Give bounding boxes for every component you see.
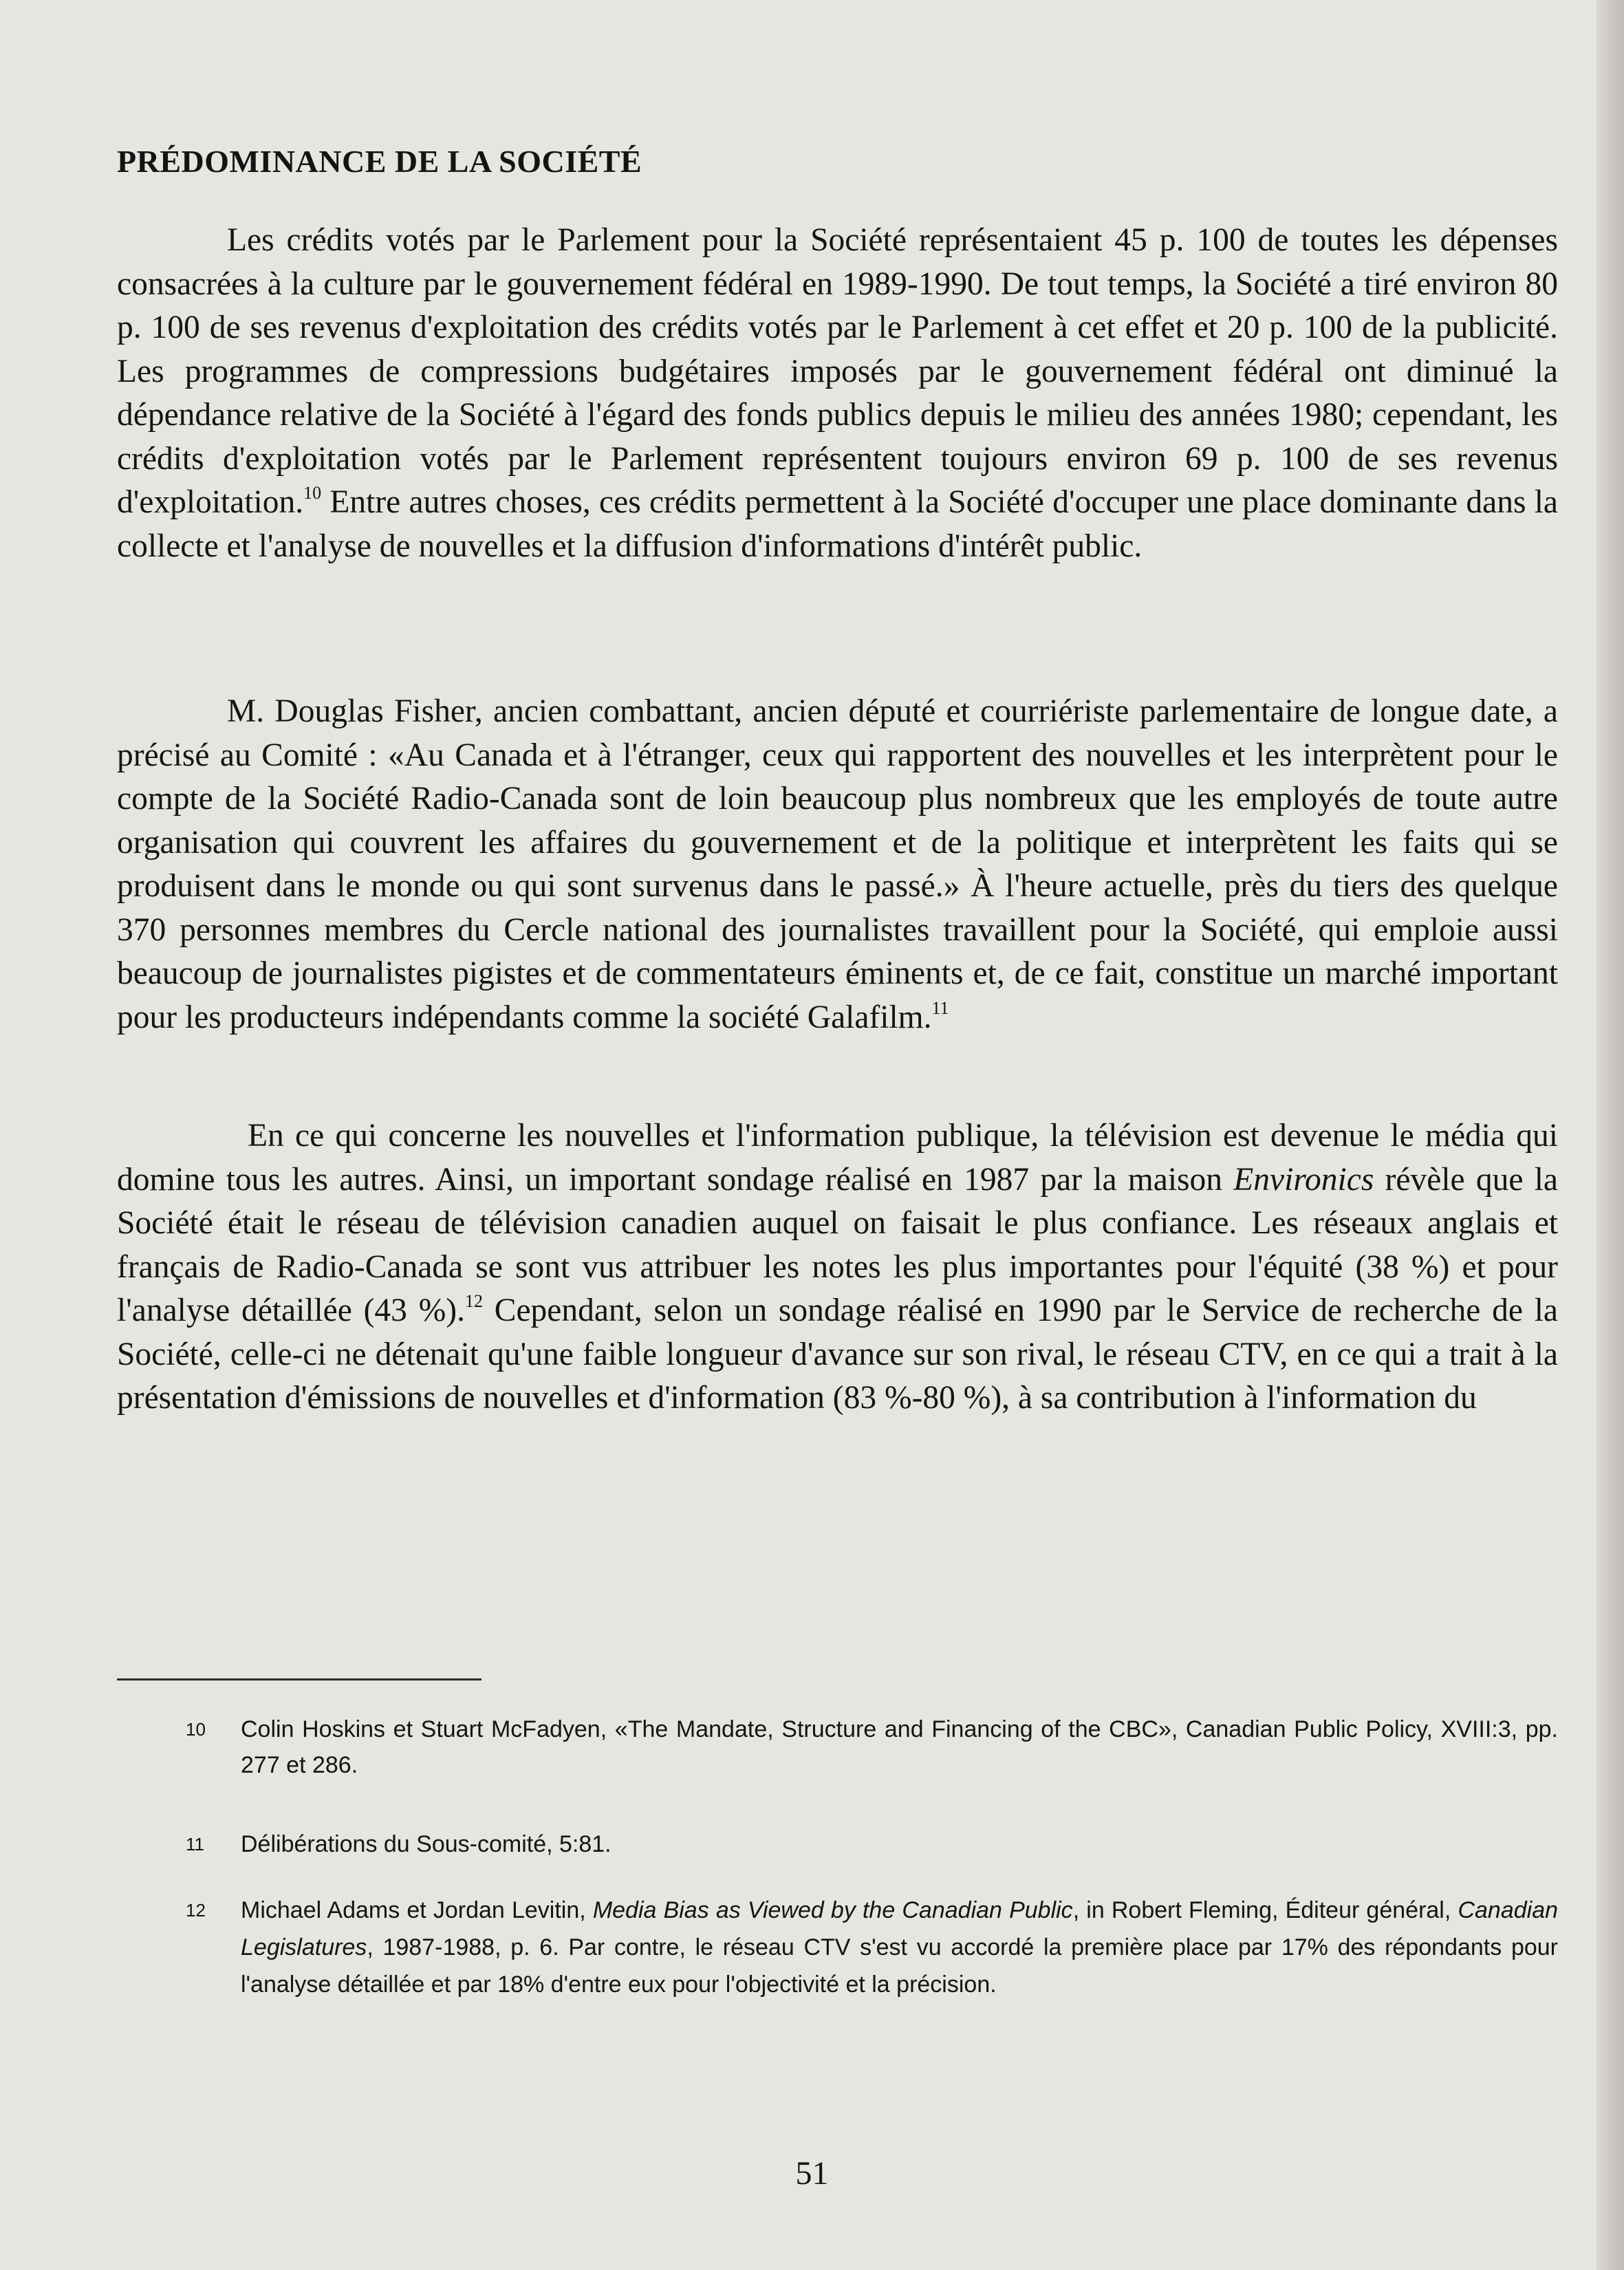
paragraph-1-text: Les crédits votés par le Parlement pour la Société représentaient 45 p. 100 de toutes les dépenses consacrées à la culture par le gouvernement fédéral en 1989-1990. De tout temps, la Société a tiré environ 80 p. 100 de ses revenus d'exploitation des crédits votés par le Parlement à cet effet et 20 p. 100 de la publicité. Les programmes de compressions budgétaires imposés par le gouvernement fédéral ont diminué la dépendance relative de la Société à l'égard des fonds publics depuis le milieu des années 1980; cependant, les crédits d'exploitation votés par le Parlement représentent toujours environ 69 p. 100 de ses revenus d'exploitation. bbox=[117, 222, 1558, 520]
paragraph-3-text-end: Cependant, selon un sondage réalisé en 1990 par le Service de recherche de la Société, celle-ci ne détenait qu'une faible longueur d'avance sur son rival, le réseau CTV, en ce qui a trait à la présentation d'émissions de nouvelles et d'information (83 %-80 %), à sa contribution à l'information du bbox=[117, 1293, 1558, 1416]
footnote-number: 11 bbox=[186, 1834, 204, 1855]
footnote-ref-11: 11 bbox=[931, 997, 949, 1018]
footnote-italic-title: Media Bias as Viewed by the Canadian Public bbox=[592, 1897, 1073, 1923]
paragraph-1-text-cont: Entre autres choses, ces crédits permettent à la Société d'occuper une place dominante dans la collecte et l'analyse de nouvelles et la diffusion d'informations d'intérêt public. bbox=[117, 484, 1558, 564]
footnote-text: Délibérations du Sous-comité, 5:81. bbox=[241, 1831, 611, 1857]
footnote-number: 12 bbox=[186, 1900, 206, 1921]
section-heading: PRÉDOMINANCE DE LA SOCIÉTÉ bbox=[117, 144, 642, 179]
paragraph-2-text: M. Douglas Fisher, ancien combattant, ancien député et courriériste parlementaire de longue date, a précisé au Comité : «Au Canada et à l'étranger, ceux qui rapportent des nouvelles et les interprètent pour le compte de la Société Radio-Canada sont de loin beaucoup plus nombreux que les employés de toute autre organisation qui couvrent les affaires du gouvernement et de la politique et interprètent les faits qui se produisent dans le monde ou qui sont survenus dans le passé.» À l'heure actuelle, près du tiers des quelque 370 personnes membres du Cercle national des journalistes travaillent pour la Société, qui emploie aussi beaucoup de journalistes pigistes et de commentateurs éminents et, de ce fait, constitue un marché important pour les producteurs indépendants comme la société Galafilm. bbox=[117, 693, 1558, 1035]
footnote-text: Colin Hoskins et Stuart McFadyen, «The Mandate, Structure and Financing of the CBC», Canadian Public Policy, XVIII:3, pp. 277 et 286. bbox=[241, 1716, 1558, 1778]
footnote-text-part: , 1987-1988, p. 6. Par contre, le réseau CTV s'est vu accordé la première place par 17% des répondants pour l'analyse détaillée et par 18% d'entre eux pour l'objectivité et la précision. bbox=[241, 1934, 1558, 1998]
footnote-ref-10: 10 bbox=[303, 483, 322, 503]
paragraph-3-italic: Environics bbox=[1233, 1161, 1374, 1198]
footnote-text bbox=[241, 1892, 1558, 2003]
footnote-11 bbox=[117, 1826, 1558, 1862]
footnote-10 bbox=[117, 1711, 1558, 1783]
paragraph-1 bbox=[117, 219, 1558, 568]
page-number: 51 bbox=[795, 2155, 829, 2192]
footnote-divider bbox=[117, 1678, 481, 1680]
paragraph-3-text: En ce qui concerne les nouvelles et l'information publique, la télévision est devenue le média qui domine tous les autres. Ainsi, un important sondage réalisé en 1987 par la maison bbox=[117, 1118, 1558, 1198]
paragraph-3-text-cont: révèle que la Société était le réseau de télévision canadien auquel on faisait le plus confiance. Les réseaux anglais et français de Radio-Canada se sont vus attribuer les notes les plus importantes pour l'équité (38 %) et pour l'analyse détaillée (43 %). bbox=[117, 1161, 1558, 1328]
footnote-number: 10 bbox=[186, 1719, 206, 1740]
paragraph-3 bbox=[117, 1114, 1558, 1420]
paragraph-2 bbox=[117, 690, 1558, 1039]
footnote-text-part: , in Robert Fleming, Éditeur général, bbox=[1072, 1897, 1458, 1923]
footnote-italic-title: Canadian Legislatures bbox=[241, 1897, 1559, 1960]
footnote-12 bbox=[117, 1892, 1558, 2003]
footnote-text-part: Michael Adams et Jordan Levitin, bbox=[241, 1897, 593, 1923]
footnote-ref-12: 12 bbox=[464, 1291, 483, 1311]
scan-edge bbox=[1596, 0, 1624, 2270]
